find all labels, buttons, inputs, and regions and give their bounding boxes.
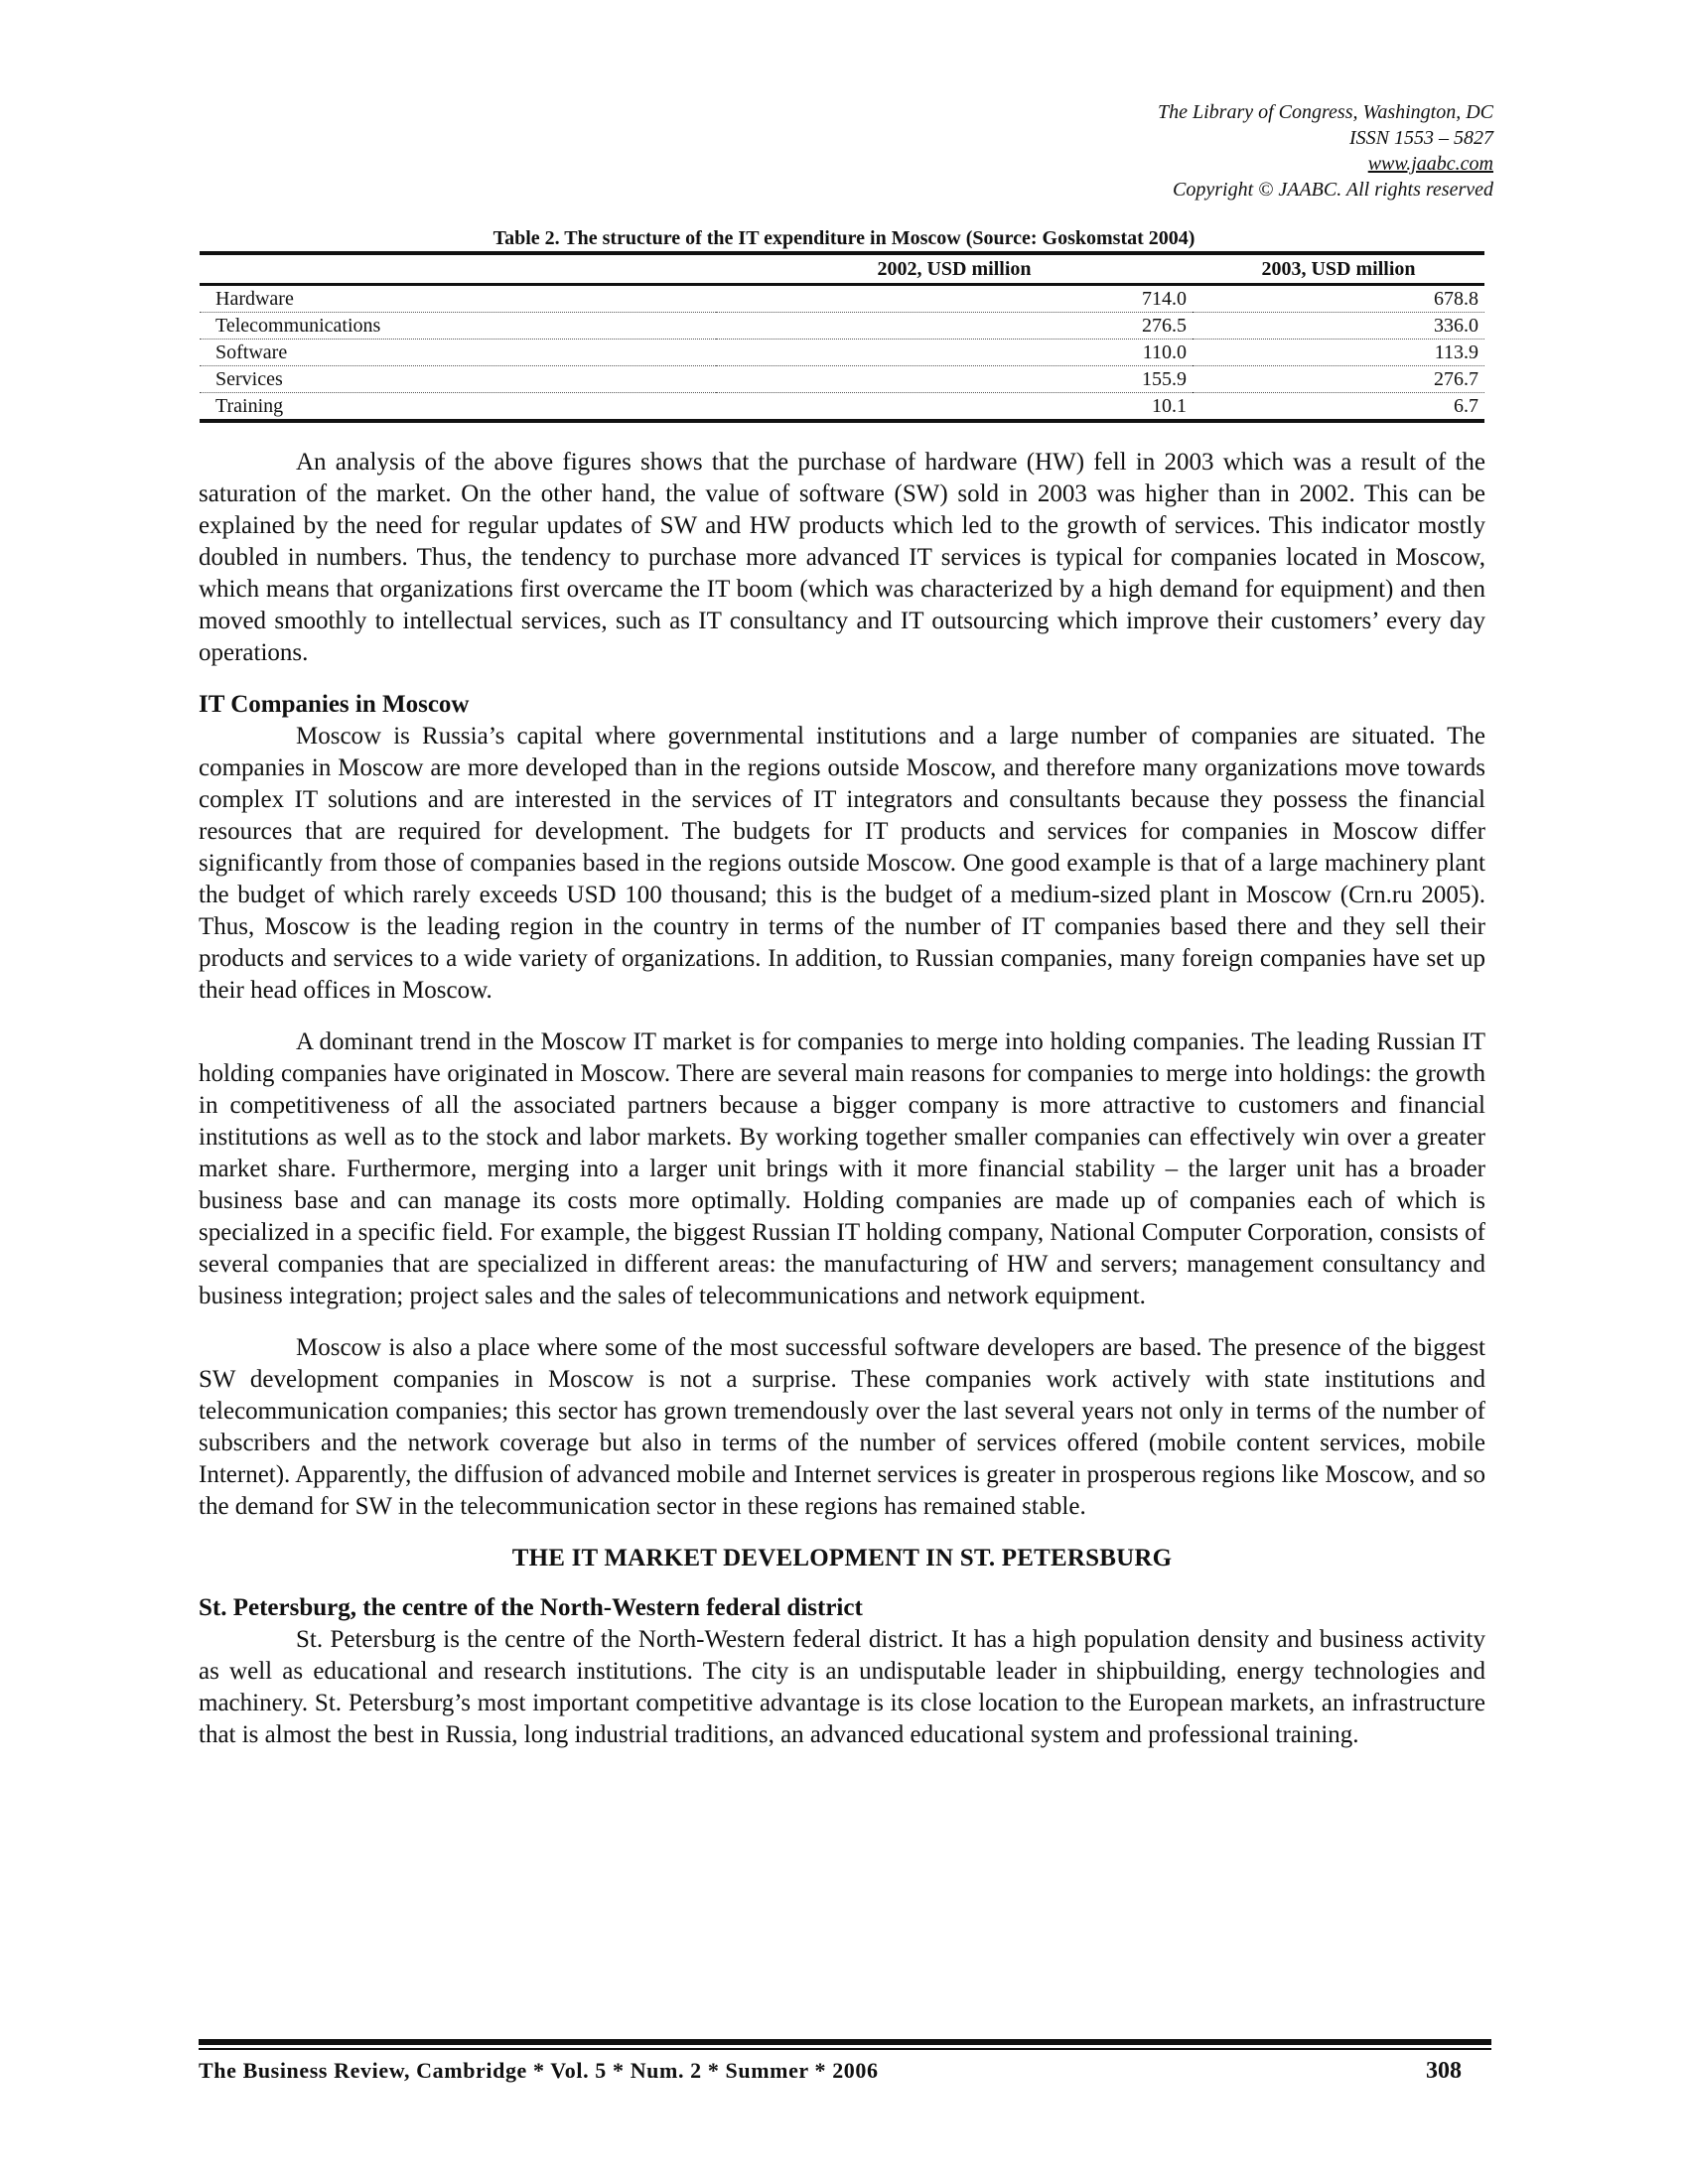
- table-row: [200, 393, 1484, 422]
- heading-st-petersburg-centre: St. Petersburg, the centre of the North-Western federal district: [199, 1594, 863, 1621]
- table-header-2003: 2003, USD million: [1193, 253, 1484, 285]
- paragraph-moscow-capital: Moscow is Russia’s capital where governmental institutions and a large number of companies are situated. The companies in Moscow are more developed than in the regions outside Moscow, and therefore many organizations move towards complex IT solutions and are interested in the services of IT integrators and consultants because they possess the financial resources that are required for development. The budgets for IT products and services for companies in Moscow differ significantly from those of companies based in the regions outside Moscow. One good example is that of a large machinery plant the budget of which rarely exceeds USD 100 thousand; this is the budget of a medium-sized plant in Moscow (Crn.ru 2005). Thus, Moscow is the leading region in the country in terms of the number of IT companies based there and they sell their products and services to a wide variety of organizations. In addition, to Russian companies, many foreign companies have set up their head offices in Moscow.: [199, 723, 1485, 1004]
- value-2002: 276.5: [716, 313, 1193, 340]
- paragraph-software-developers: Moscow is also a place where some of the most successful software developers are based. The presence of the biggest SW development companies in Moscow is not a surprise. These companies work actively with state institutions and telecommunication companies; this sector has grown tremendously over the last several years not only in terms of the number of subscribers and the network coverage but also in terms of the number of services offered (mobile content services, mobile Internet). Apparently, the diffusion of advanced mobile and Internet services is greater in prosperous regions like Moscow, and so the demand for SW in the telecommunication sector in these regions has remained stable.: [199, 1334, 1485, 1520]
- table-row: [200, 313, 1484, 340]
- header-copyright: Copyright © JAABC. All rights reserved: [1173, 179, 1493, 201]
- table-header-2002: 2002, USD million: [716, 253, 1193, 285]
- table-row: [200, 340, 1484, 366]
- value-2003: 276.7: [1193, 366, 1484, 393]
- row-label: Software: [200, 340, 716, 366]
- it-expenditure-table: [200, 251, 1484, 423]
- page-footer: [199, 2055, 1491, 2091]
- table-header-label: [200, 253, 716, 285]
- value-2003: 6.7: [1454, 395, 1478, 417]
- paragraph-holding-companies: A dominant trend in the Moscow IT market is for companies to merge into holding companies. The leading Russian IT holding companies have originated in Moscow. There are several main reasons for companies to merge into holdings: the growth in competitiveness of all the associated partners because a bigger company is more attractive to customers and financial institutions as well as to the stock and labor markets. By working together smaller companies can effectively win over a greater market share. Furthermore, merging into a larger unit brings with it more financial stability – the larger unit has a broader business base and can manage its costs more optimally. Holding companies are made up of companies each of which is specialized in a specific field. For example, the biggest Russian IT holding company, National Computer Corporation, consists of several companies that are specialized in different areas: the manufacturing of HW and servers; management consultancy and business integration; project sales and the sales of telecommunications and network equipment.: [199, 1028, 1485, 1309]
- value-2002: 155.9: [716, 366, 1193, 393]
- footer-divider-thin: [199, 2048, 1491, 2050]
- table-header-row: [200, 253, 1484, 285]
- heading-it-companies-moscow: IT Companies in Moscow: [199, 691, 470, 718]
- table-row: [200, 366, 1484, 393]
- header-issn: ISSN 1553 – 5827: [1349, 127, 1493, 149]
- page-number: 308: [1426, 2058, 1462, 2084]
- header-website-row: [798, 151, 1493, 177]
- paragraph-analysis: An analysis of the above figures shows that the purchase of hardware (HW) fell in 2003 which was a result of the saturation of the market. On the other hand, the value of software (SW) sold in 2003 was higher than in 2002. This can be explained by the need for regular updates of SW and HW products which led to the growth of services. This indicator mostly doubled in numbers. Thus, the tendency to purchase more advanced IT services is typical for companies located in Moscow, which means that organizations first overcame the IT boom (which was characterized by a high demand for equipment) and then moved smoothly to intellectual services, such as IT consultancy and IT outsourcing which improve their customers’ every day operations.: [199, 449, 1485, 666]
- row-label: Services: [200, 366, 716, 393]
- table-row: [200, 285, 1484, 313]
- value-2003: 113.9: [1193, 340, 1484, 366]
- value-2003: 336.0: [1193, 313, 1484, 340]
- value-2002: 110.0: [716, 340, 1193, 366]
- value-2002: 10.1: [1152, 395, 1187, 417]
- publication-header: [798, 99, 1493, 203]
- header-library: The Library of Congress, Washington, DC: [1157, 101, 1493, 123]
- article-body: [199, 447, 1485, 1771]
- footer-divider: [199, 2039, 1491, 2045]
- value-2003: 678.8: [1193, 285, 1484, 313]
- footer-journal: The Business Review, Cambridge * Vol. 5 * Num. 2 * Summer * 2006: [199, 2058, 879, 2083]
- row-label: Telecommunications: [200, 313, 716, 340]
- paragraph-st-petersburg: St. Petersburg is the centre of the North-Western federal district. It has a high population density and business activity as well as educational and research institutions. The city is an undisputable leader in shipbuilding, energy technologies and machinery. St. Petersburg’s most important competitive advantage is its close location to the European markets, an infrastructure that is almost the best in Russia, long industrial traditions, an advanced educational system and professional training.: [199, 1626, 1485, 1748]
- value-2002: 714.0: [716, 285, 1193, 313]
- row-label: Hardware: [200, 285, 716, 313]
- header-website-link[interactable]: www.jaabc.com: [1367, 153, 1493, 175]
- section-title-st-petersburg: THE IT MARKET DEVELOPMENT IN ST. PETERSBURG: [511, 1545, 1173, 1571]
- row-label: Training: [215, 395, 284, 417]
- table-title: Table 2. The structure of the IT expenditure in Moscow (Source: Goskomstat 2004): [492, 227, 1196, 249]
